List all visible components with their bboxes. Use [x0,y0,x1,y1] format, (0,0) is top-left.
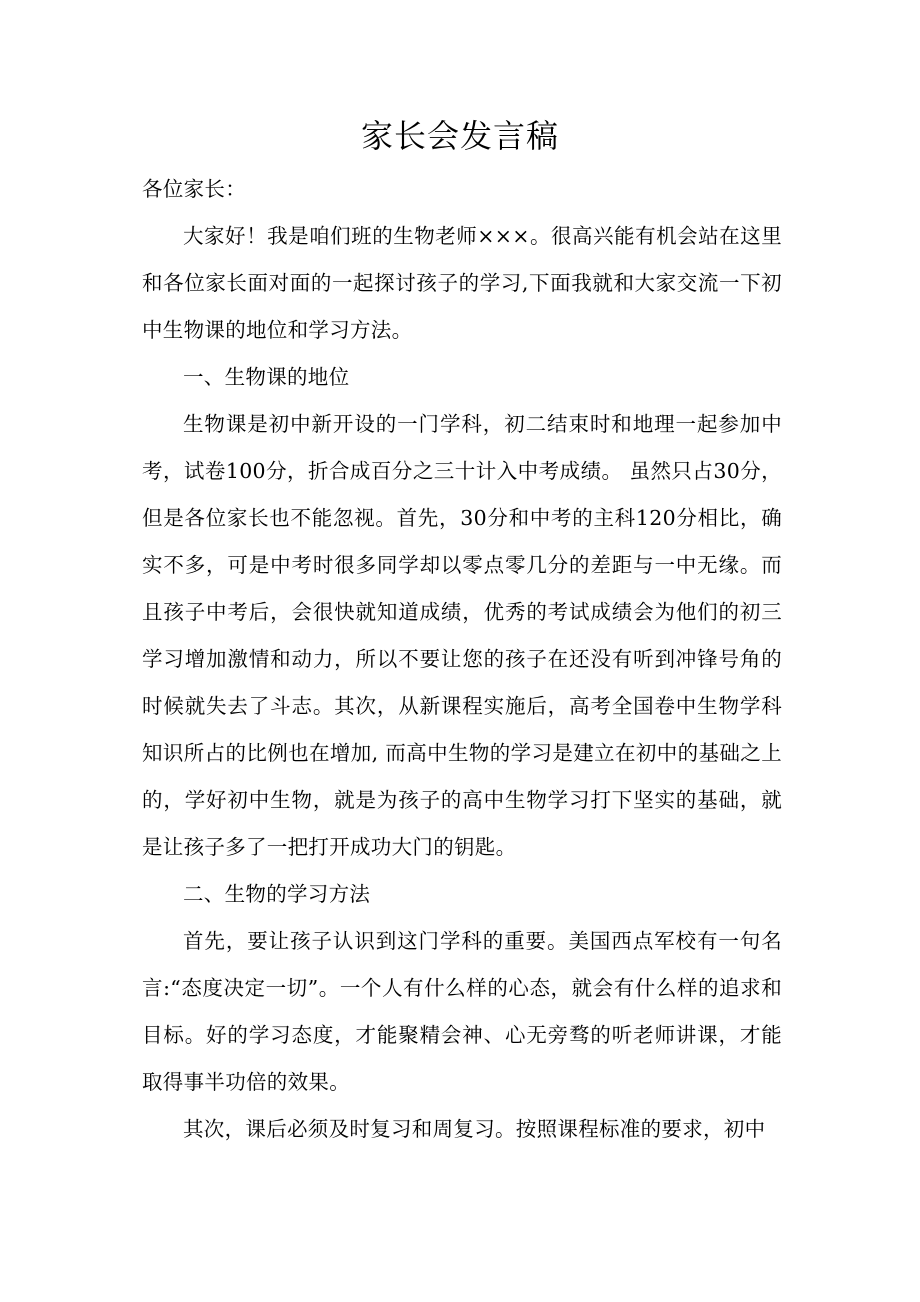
paragraph-review: 其次，课后必须及时复习和周复习。按照课程标准的要求，初中 [183,1117,766,1141]
paragraph-status: 生物课是初中新开设的一门学科，初二结束时和地理一起参加中考，试卷100分，折合成百分之三十计入中考成绩。 虽然只占30分，但是各位家长也不能忽视。首先，30分和中考的主科120分相比，确实不多，可是中考时很多同学却以零点零几分的差距与一中无缘。而且孩子中考后，会很快就知道成绩，优秀的考试成绩会为他们的初三学习增加激情和动力，所以不要让您的孩子在还没有听到冲锋号角的时候就失去了斗志。其次，从新课程实施后，高考全国卷中生物学科知识所占的比例也在增加, 而高中生物的学习是建立在初中的基础之上的，学好初中生物，就是为孩子的高中生物学习打下坚实的基础，就是让孩子多了一把打开成功大门的钥匙。 [142,412,782,859]
document-title: 家长会发言稿 [360,117,559,155]
document-body [142,166,782,1153]
paragraph-greeting: 大家好！我是咱们班的生物老师×××。很高兴能有机会站在这里和各位家长面对面的一起探讨孩子的学习,下面我就和大家交流一下初中生物课的地位和学习方法。 [142,224,782,342]
section-heading-status: 一、生物课的地位 [183,365,350,389]
salutation: 各位家长： [142,177,246,201]
section-heading-methods: 二、生物的学习方法 [183,882,371,906]
paragraph-attitude: 首先，要让孩子认识到这门学科的重要。美国西点军校有一句名言:“态度决定一切”。一个人有什么样的心态，就会有什么样的追求和目标。好的学习态度，才能聚精会神、心无旁骛的听老师讲课，才能取得事半功倍的效果。 [142,929,782,1094]
